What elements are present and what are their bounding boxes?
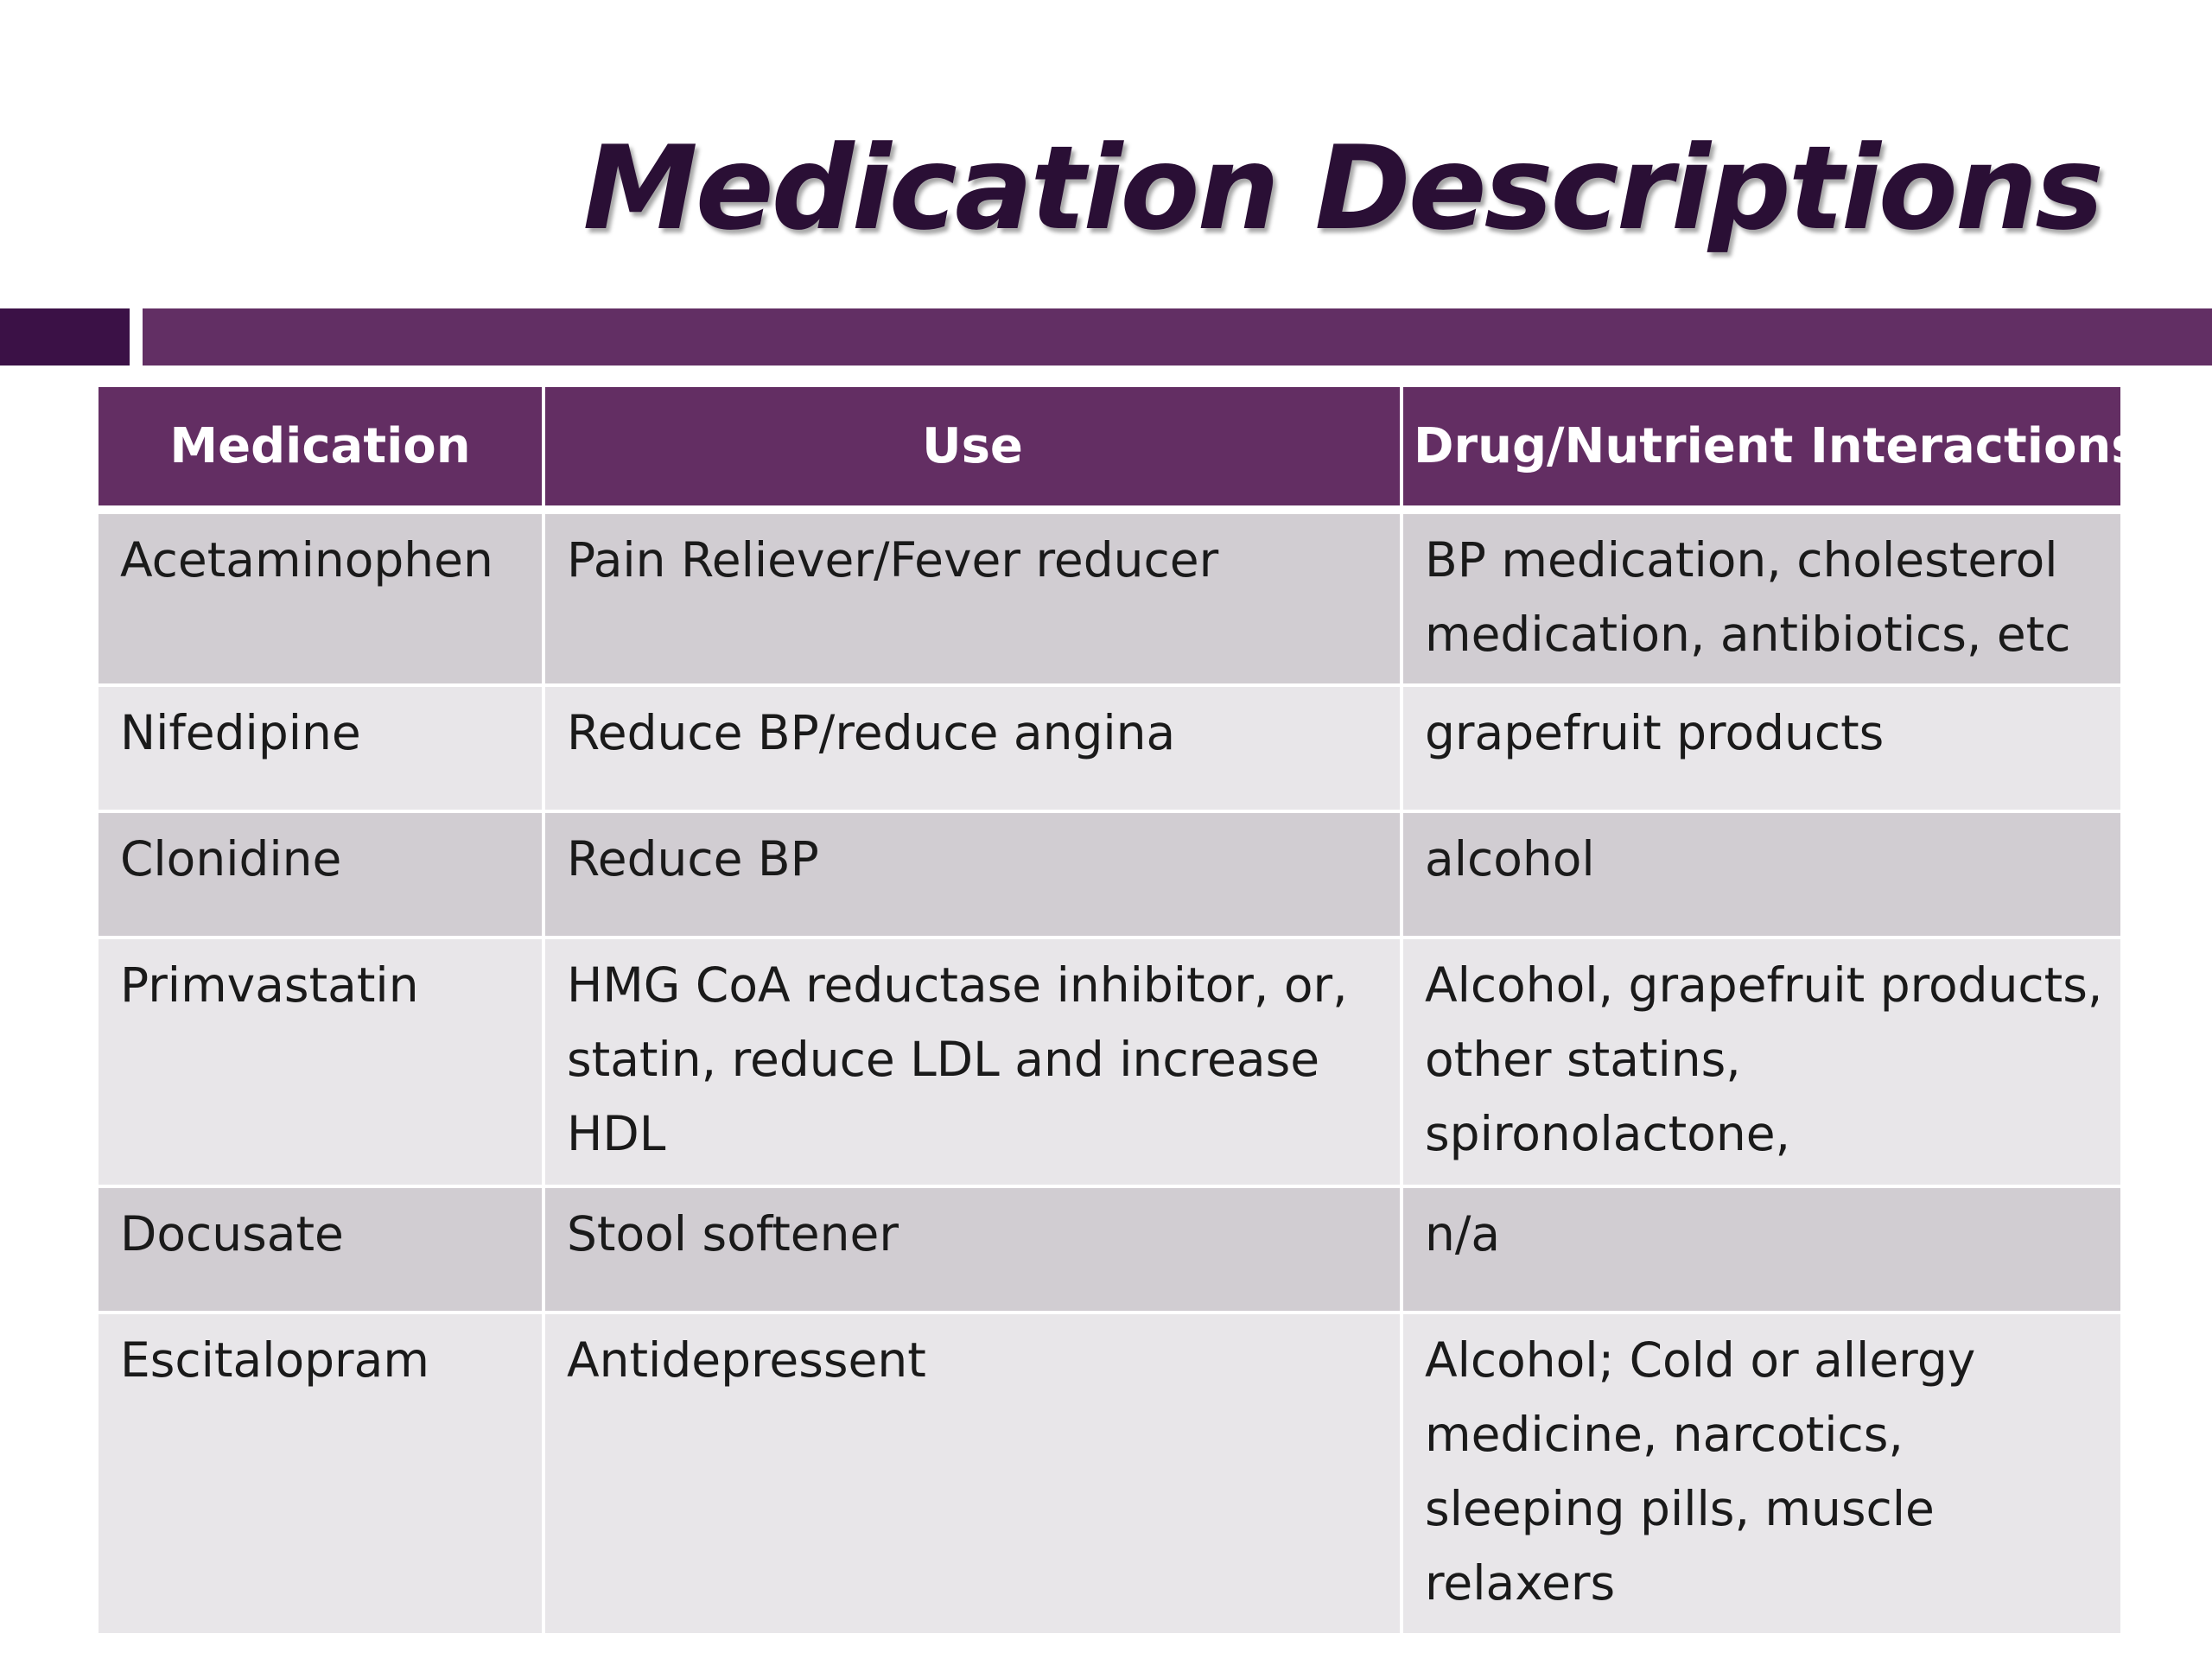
header-interactions: Drug/Nutrient Interactions xyxy=(1402,387,2120,510)
cell-medication: Docusate xyxy=(99,1186,543,1313)
cell-medication: Escitalopram xyxy=(99,1313,543,1635)
table-row xyxy=(99,938,2120,1186)
slide-title: Medication Descriptions xyxy=(582,121,2101,256)
header-use: Use xyxy=(543,387,1402,510)
cell-use: Reduce BP xyxy=(543,811,1402,938)
cell-interactions: Alcohol; Cold or allergy medicine, narcotics, sleeping pills, muscle relaxers xyxy=(1402,1313,2120,1635)
cell-medication: Clonidine xyxy=(99,811,543,938)
cell-interactions: n/a xyxy=(1402,1186,2120,1313)
cell-medication: Nifedipine xyxy=(99,685,543,811)
table-row xyxy=(99,811,2120,938)
cell-use: Stool softener xyxy=(543,1186,1402,1313)
cell-use: HMG CoA reductase inhibitor, or, statin, reduce LDL and increase HDL xyxy=(543,938,1402,1186)
cell-use: Reduce BP/reduce angina xyxy=(543,685,1402,811)
medication-table xyxy=(99,387,2140,1637)
header-medication: Medication xyxy=(99,387,543,510)
table-row xyxy=(99,1313,2120,1635)
cell-use: Pain Reliever/Fever reducer xyxy=(543,510,1402,685)
table-header-row xyxy=(99,387,2120,510)
cell-medication: Acetaminophen xyxy=(99,510,543,685)
table-row xyxy=(99,1186,2120,1313)
title-accent-bar-dark xyxy=(0,308,130,365)
cell-medication: Primvastatin xyxy=(99,938,543,1186)
cell-interactions: Alcohol, grapefruit products, other statins, spironolactone, xyxy=(1402,938,2120,1186)
title-accent-bar xyxy=(143,308,2212,365)
cell-interactions: grapefruit products xyxy=(1402,685,2120,811)
cell-interactions: BP medication, cholesterol medication, antibiotics, etc xyxy=(1402,510,2120,685)
cell-interactions: alcohol xyxy=(1402,811,2120,938)
cell-use: Antidepressent xyxy=(543,1313,1402,1635)
table-row xyxy=(99,510,2120,685)
table-row xyxy=(99,685,2120,811)
